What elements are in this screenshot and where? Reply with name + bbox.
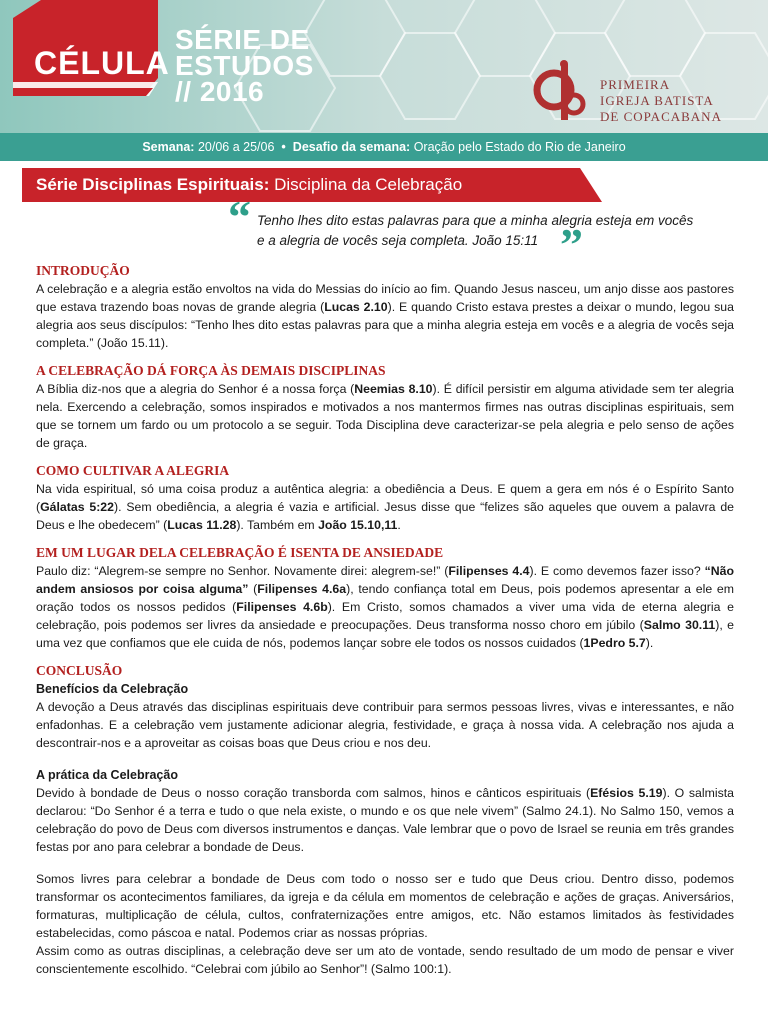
conclusion-text-freedom: Somos livres para celebrar a bondade de Deus com todo o nosso ser e tudo que Deus criou. Dentro disso, podemos transformar os acontecimentos familiares, da igreja e da célula em momentos de celebração e ações de graças. Aniversários, formaturas, multiplicação de célula, cultos, confraternizações entre amigos, etc. Não estamos limitados às festividades estabelecidas, como páscoa e natal. Podemos criar as nossas próprias.	[36, 872, 734, 940]
key-verse	[257, 211, 693, 251]
section-heading-cultivate: COMO CULTIVAR A ALEGRIA	[36, 463, 230, 478]
bible-reference: Lucas 2.10	[324, 300, 388, 314]
week-separator: •	[281, 140, 286, 154]
section-text-intro	[36, 280, 734, 352]
conclusion-text-will: Assim como as outras disciplinas, a celebração deve ser um ato de vontade, sendo resultado de um modo de pensar e viver conscientemente escolhido. “Celebrai com júbilo ao Senhor”! (Salmo 100:1).	[36, 944, 734, 976]
bible-reference: Filipenses 4.6a	[257, 582, 347, 596]
section-heading-strength: A CELEBRAÇÃO DÁ FORÇA ÀS DEMAIS DISCIPLINAS	[36, 363, 386, 378]
text-span: ). Sem obediência, a alegria é vazia e artificial. Jesus disse que “felizes são aqueles que ouvem a palavra de Deus e lhe obedecem” (	[36, 500, 734, 532]
challenge-label: Desafio da semana:	[292, 140, 411, 154]
text-span: Paulo diz: “Alegrem-se sempre no Senhor. Novamente direi: alegrem-se!” (	[36, 564, 449, 578]
spacer	[36, 752, 734, 766]
text-span: ). E como devemos fazer isso?	[529, 564, 705, 578]
section-heading-intro: INTRODUÇÃO	[36, 263, 130, 278]
challenge-value: Oração pelo Estado do Rio de Janeiro	[413, 140, 626, 154]
bible-reference: Filipenses 4.6b	[236, 600, 328, 614]
subheading-benefits: Benefícios da Celebração	[36, 682, 189, 696]
church-name-line-3: DE COPACABANA	[600, 109, 722, 124]
text-span: ), tendo confiança total em Deus, pois podemos apresentar a ele em oração todos os nossos pedidos (	[36, 582, 735, 614]
study-title-series: Série Disciplinas Espirituais:	[36, 175, 270, 194]
conclusion-text-practice	[36, 784, 734, 856]
church-logo-icon	[528, 60, 588, 124]
section-heading-anxiety: EM UM LUGAR DELA CELEBRAÇÃO É ISENTA DE ANSIEDADE	[36, 545, 444, 560]
quote-close-mark: ”	[560, 219, 583, 270]
series-title	[175, 24, 314, 107]
church-name-line-2: IGREJA BATISTA	[600, 93, 714, 108]
text-span: A Bíblia diz-nos que a alegria do Senhor é a nossa força (	[36, 382, 355, 396]
text-span: .	[397, 518, 401, 532]
subheading-practice: A prática da Celebração	[36, 768, 178, 782]
header-banner	[0, 0, 768, 133]
key-verse-line-1: Tenho lhes dito estas palavras para que a minha alegria esteja em vocês	[257, 213, 694, 228]
series-line-2: ESTUDOS	[175, 50, 314, 81]
conclusion-text-benefits: A devoção a Deus através das disciplinas espirituais deve contribuir para sermos pessoas livres, vivas e interessantes, e não enfadonhas. E a celebração vem justamente adicionar alegria, festividade, e graça à nossa vida. A celebração nos ajuda a descontrair-nos e a aproveitar as coisas boas que Deus criou e nos deu.	[36, 700, 734, 750]
text-span: A celebração e a alegria estão envoltos na vida do Messias do início ao fim. Quando Jesus nasceu, um anjo disse aos pastores que estava trazendo boas novas de grande alegria (	[36, 282, 734, 314]
bible-reference: Gálatas 5:22	[40, 500, 114, 514]
series-line-3: // 2016	[175, 76, 265, 107]
key-verse-line-2: e a alegria de vocês seja completa. João 15:11	[257, 233, 539, 248]
text-span: ). É difícil persistir em alguma atividade sem ter alegria nela. Exercendo a celebração, somos inspirados e motivados a nos mantermos firmes nas outras disciplinas espirituais, sem que se tornem um fardo ou um protocolo a se seguir. Toda Disciplina deve caracterizar-se pela alegria e pelo senso de ações de graça.	[36, 382, 735, 450]
bible-quote: “Não andem ansiosos por coisa alguma”	[36, 564, 734, 596]
bible-reference: Lucas 11.28	[167, 518, 237, 532]
section-text-strength	[36, 380, 734, 452]
text-span: ).	[645, 636, 654, 650]
bible-reference: Neemias 8.10	[354, 382, 433, 396]
series-line-1: SÉRIE DE	[175, 24, 310, 55]
text-span: ). O salmista declarou: “Do Senhor é a terra e tudo o que nela existe, o mundo e os que nele vivem” (Salmo 24.1). No Salmo 150, vemos a celebração do povo de Deus com diversos instrumentos e danças. Vale lembrar que o povo de Israel se reunia em três grandes festas por ano para celebrar a bondade de Deus.	[36, 786, 734, 854]
bible-reference: 1Pedro 5.7	[583, 636, 646, 650]
church-name	[600, 77, 722, 125]
bible-reference: Filipenses 4.4	[448, 564, 530, 578]
section-heading-conclusion: CONCLUSÃO	[36, 663, 123, 678]
spacer	[36, 856, 734, 870]
quote-open-mark: “	[228, 191, 251, 242]
bible-reference: Efésios 5.19	[590, 786, 663, 800]
section-text-anxiety	[36, 562, 734, 652]
section-text-cultivate	[36, 480, 734, 534]
study-content	[36, 262, 734, 978]
text-span: ). Em Cristo, somos chamados a viver uma vida de eterna alegria e celebração, pois podemos ser livres da ansiedade e preocupações. Deus transforma nosso choro em júbilo (	[36, 600, 734, 632]
week-label: Semana:	[142, 140, 195, 154]
text-span: (	[248, 582, 258, 596]
study-title-topic: Disciplina da Celebração	[274, 175, 463, 194]
bible-reference: João 15.10,11	[318, 518, 398, 532]
week-value: 20/06 a 25/06	[197, 140, 275, 154]
text-span: ). Também em	[236, 518, 319, 532]
week-bar	[0, 133, 768, 161]
text-span: Devido à bondade de Deus o nosso coração transborda com salmos, hinos e cânticos espirituais (	[36, 786, 591, 800]
celula-badge-label: CÉLULA	[34, 45, 170, 81]
bible-reference: Salmo 30.11	[643, 618, 716, 632]
text-span: Na vida espiritual, só uma coisa produz a autêntica alegria: a obediência a Deus. E quem a gera em nós é o Espírito Santo (	[36, 482, 734, 514]
text-span: ), e uma vez que confiamos que ele cuida de nós, podemos lançar sobre ele todos os nossos cuidados (	[36, 618, 734, 650]
text-span: ). E quando Cristo estava prestes a deixar o mundo, legou sua alegria aos seus discípulos: “Tenho lhes dito estas palavras para que a minha alegria esteja em vocês e a alegria de vocês seja completa.” (João 15.11).	[36, 300, 734, 350]
church-name-line-1: PRIMEIRA	[600, 77, 671, 92]
study-title-bar	[22, 168, 602, 202]
